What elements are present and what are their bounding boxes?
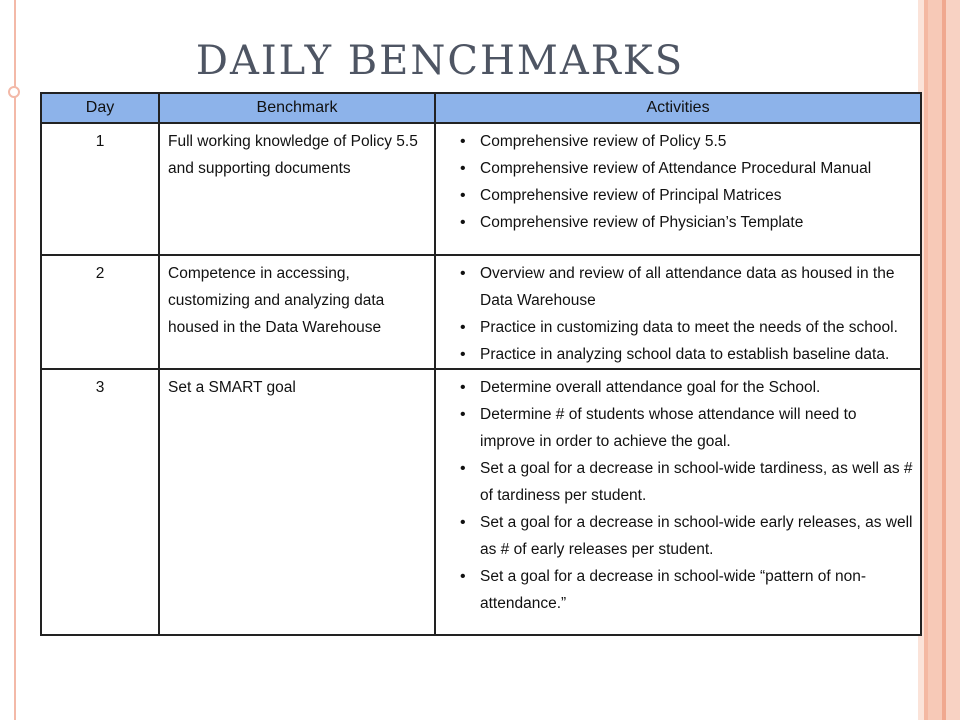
day-cell: 1 bbox=[42, 123, 159, 255]
activity-item: • Practice in customizing data to meet the needs of the school. bbox=[464, 314, 914, 341]
activities-cell bbox=[435, 255, 920, 369]
table-row bbox=[42, 123, 920, 255]
benchmark-cell: Full working knowledge of Policy 5.5 and supporting documents bbox=[159, 123, 435, 255]
header-activities: Activities bbox=[435, 94, 920, 123]
table-header-row bbox=[42, 94, 920, 123]
activity-item: • Set a goal for a decrease in school-wide tardiness, as well as # of tardiness per student. bbox=[464, 455, 914, 509]
activities-cell bbox=[435, 369, 920, 634]
activity-item: • Overview and review of all attendance data as housed in the Data Warehouse bbox=[464, 260, 914, 314]
slide-title: DAILY BENCHMARKS bbox=[195, 38, 685, 84]
activity-item: • Determine overall attendance goal for the School. bbox=[464, 374, 914, 401]
benchmark-cell: Set a SMART goal bbox=[159, 369, 435, 634]
activities-list bbox=[444, 260, 914, 368]
title-bullet-circle bbox=[8, 86, 20, 98]
activity-item: • Set a goal for a decrease in school-wide “pattern of non-attendance.” bbox=[464, 563, 914, 617]
activity-item: • Practice in analyzing school data to establish baseline data. bbox=[464, 341, 914, 368]
header-day: Day bbox=[42, 94, 159, 123]
activity-item: • Set a goal for a decrease in school-wide early releases, as well as # of early releases per student. bbox=[464, 509, 914, 563]
activities-list bbox=[444, 128, 914, 236]
activity-item: • Comprehensive review of Physician’s Template bbox=[464, 209, 914, 236]
day-cell: 2 bbox=[42, 255, 159, 369]
table-row bbox=[42, 255, 920, 369]
activity-item: • Comprehensive review of Principal Matrices bbox=[464, 182, 914, 209]
activities-list bbox=[444, 374, 914, 617]
activity-item: • Determine # of students whose attendance will need to improve in order to achieve the goal. bbox=[464, 401, 914, 455]
benchmarks-table bbox=[40, 92, 922, 636]
table-row bbox=[42, 369, 920, 634]
activity-item: • Comprehensive review of Policy 5.5 bbox=[464, 128, 914, 155]
activities-cell bbox=[435, 123, 920, 255]
benchmark-cell: Competence in accessing, customizing and analyzing data housed in the Data Warehouse bbox=[159, 255, 435, 369]
left-decorative-rule bbox=[14, 0, 16, 720]
activity-item: • Comprehensive review of Attendance Procedural Manual bbox=[464, 155, 914, 182]
header-benchmark: Benchmark bbox=[159, 94, 435, 123]
day-cell: 3 bbox=[95, 379, 105, 396]
right-decorative-stripes bbox=[918, 0, 960, 720]
